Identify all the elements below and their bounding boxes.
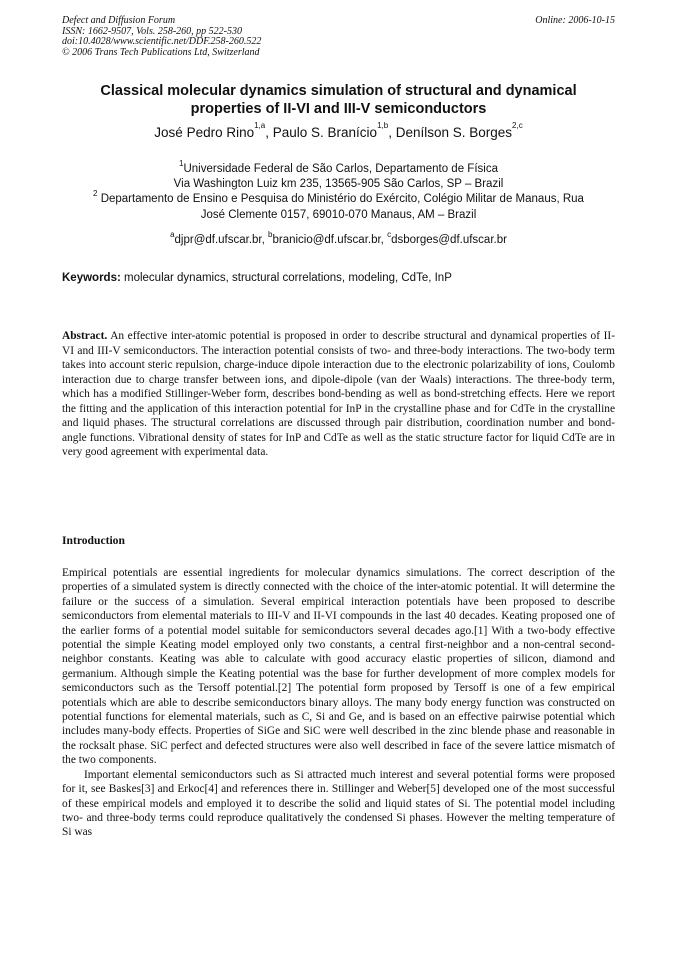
paragraph: Empirical potentials are essential ingredients for molecular dynamics simulations. The correct description of the properties of a simulated system is directly connected with the choice of the inter-atomic potential. It will determine the failure or the success of a simulation. Several empirical interaction potentials have been proposed to describe semiconductors from elemental materials to III-V and II-VI compounds in the last 40 decades. Keating proposed one of the earlier forms of a potential model suitable for semiconductors several decades ago.[1] With a two-body effective potential the simple Keating model employed only two constants, a central first-neighbor and a non-central second-neighbor constants. Keating was able to calculate with good accuracy elastic properties of silicon, diamond and germanium. Although simple the Keating potential was the base for further development of more complex models for semiconductors such as the Tersoff potential.[2] The potential form proposed by Tersoff is one of a few empirical potentials which are able to describe semiconductors binary alloys. The many body energy function was constructed on potential functions for elemental materials, such as C, Si and Ge, and is based on an effective pairwise potential which includes many-body effects. Properties of SiGe and SiC were well described in the zinc blende phase and reasonable in the rocksalt phase. SiC perfect and defected structures were also well described in face of the severe lattice mismatch of the two components. — [62, 567, 615, 767]
email-link[interactable]: branicio@df.ufscar.br — [272, 234, 381, 246]
paragraph: Important elemental semiconductors such as Si attracted much interest and several potential forms were proposed for it, see Baskes[3] and Erkoc[4] and references there in. Stillinger and Weber[5] developed one of the most successful of these empirical models and employed it to describe the solid and liquid states of Si. The potential model including two- and three-body terms could reproduce qualitatively the condensed Si phases. However the melting temperature of Si was — [62, 768, 615, 839]
copyright-line: © 2006 Trans Tech Publications Ltd, Switzerland — [62, 46, 260, 58]
author-name: Denílson S. Borges — [395, 125, 513, 140]
author-list: José Pedro Rino$^{1,a}$, Paulo S. Branício$^{1,b}$, Denílson S. Borges$^{2,c}$ — [154, 121, 523, 140]
author-affiliation-mark: 1,b — [377, 121, 389, 130]
doi-line[interactable]: doi:10.4028/www.scientific.net/DDF.258-260.522 — [62, 36, 262, 47]
email-link[interactable]: djpr@df.ufscar.br — [174, 234, 262, 246]
author-affiliation-mark: 1,a — [254, 121, 266, 130]
affiliation-1-line-2: Via Washington Luiz km 235, 13565-905 São Carlos, SP – Brazil — [173, 178, 504, 191]
keywords — [62, 271, 615, 286]
title-line-2: properties of II-VI and III-V semiconductors — [190, 101, 487, 117]
abstract-text: An effective inter-atomic potential is proposed in order to describe structural and dynamical properties of II-VI and III-V semiconductors. The interaction potential consists of two- and three-body interactions. The two-body term takes into account steric repulsion, charge-induce dipole interaction due to the electronic polarizability of ions, Coulomb interaction due to charge transfer between ions, and dipole-dipole (van der Waals) interactions. The three-body term, which has a modified Stillinger-Weber form, describes bond-bending as well as bond-stretching effects. Here we report the fitting and the application of this interaction potential for InP in the crystalline phase and for CdTe in the crystalline and liquid phases. The structural correlations are discussed through pair distribution, coordination number and bond-angle functions. Vibrational density of states for InP and CdTe as well as the static structure factor for liquid CdTe are in very good agreement with experimental data. — [62, 330, 615, 458]
affiliation-mark: 1 — [179, 159, 184, 168]
title-line-1: Classical molecular dynamics simulation of structural and dynamical — [100, 83, 577, 99]
abstract — [62, 329, 615, 460]
affiliation-mark: 2 — [93, 189, 98, 199]
abstract-label: Abstract. — [62, 330, 108, 342]
author-name: José Pedro Rino — [154, 125, 255, 140]
section-heading: Introduction — [62, 534, 125, 547]
affiliation-2-line-2: José Clemente 0157, 69010-070 Manaus, AM – Brazil — [200, 208, 477, 221]
journal-header — [62, 16, 261, 58]
introduction-body — [62, 566, 615, 840]
online-date: Online: 2006-10-15 — [535, 15, 615, 26]
keywords-text: molecular dynamics, structural correlations, modeling, CdTe, InP — [120, 272, 452, 284]
issn-line: ISSN: 1662-9507, Vols. 258-260, pp 522-530 — [62, 25, 242, 37]
affiliations — [62, 159, 615, 223]
email-list: $^a$djpr@df.ufscar.br, $^b$branicio@df.ufscar.br, $^c$dsborges@df.ufscar.br — [170, 230, 507, 246]
journal-name: Defect and Diffusion Forum — [62, 15, 176, 26]
author-name: Paulo S. Branício — [272, 125, 378, 140]
affiliation-2-line-1: $^2$ Departamento de Ensino e Pesquisa do Ministério do Exército, Colégio Militar de Manaus, Rua — [93, 189, 584, 206]
email-link[interactable]: dsborges@df.ufscar.br — [391, 234, 507, 246]
keywords-label: Keywords: — [62, 272, 121, 284]
author-affiliation-mark: 2,c — [512, 121, 523, 130]
affiliation-1-line-1: $^1$Universidade Federal de São Carlos, Departamento de Física — [179, 159, 498, 175]
paper-title — [62, 82, 615, 118]
